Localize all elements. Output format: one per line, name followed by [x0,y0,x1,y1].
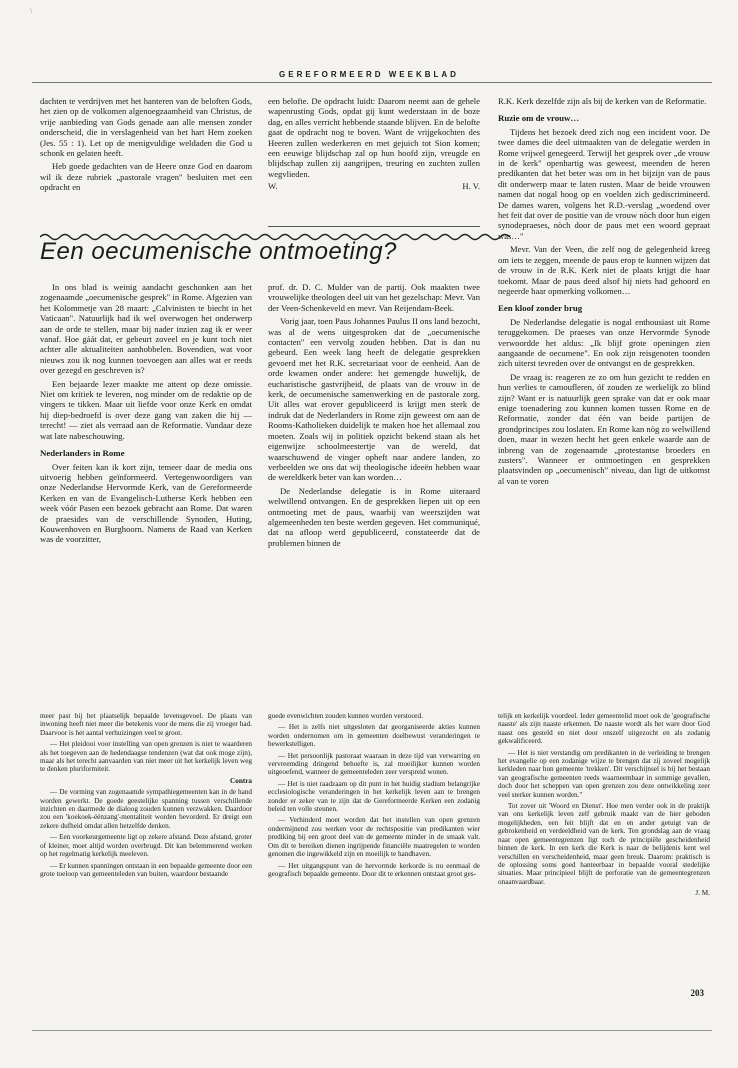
article-paragraph: In ons blad is weinig aandacht geschonken aan het zogenaamde „oecumenische gesprek" in Rome. Afgezien van het Kolommetje van 28 maart: „Calvinisten te biecht in het Vaticaan". Natuurlijk had ik wel overwogen het onderwerp aan de orde te stellen, maar bij nader inzien zag ik er weer vanaf. Hoe gáát dat, er gebeurt zoveel en je kunt toch niet achter alle aktualiteiten aanhobbelen. Bovendien, wat voor nieuws zou ik nog kunnen toevoegen aan alles wat er reeds over gezegd en geschreven is? [40,282,252,376]
bottom-paragraph: — Het is niet raadzaam op dit punt in het huidig stadium belangrijke ecclesiologische veranderingen in het kerkelijk leven aan te brengen zonder er zeker van te zijn dat de Gereformeerde Kerken een zodanig beleid ten volle steunen. [268,779,480,814]
top-article-paragraph: een belofte. De opdracht luidt: Daarom neemt aan de gehele wapenrusting Gods, opdat gij kunt wederstaan in de boze dag, en alles verricht hebbende staande blijven. En de belofte gaat de opdracht nog te boven. Want de vrijgekochten des Heeren zullen wederkeren en met gejuich tot Sion komen; een eeuwige blijdschap zal op hun hoofd zijn, vreugde en blijdschap zullen zij aangrijpen, treuring en zuchten zullen wegvlieden. [268,96,480,179]
top-article-col2 [268,96,480,226]
page-number: 203 [690,988,704,998]
article-col1 [40,282,252,708]
bottom-paragraph: — Verhinderd moet worden dat het instellen van open grenzen ondermijnend zou werken voor de rechtspositie van predikanten wier prediking bij een groot deel van de gemeente minder in de smaak valt. Om dit te bereiken dienen ingrijpende financiële maatregelen te worden genomen die ingewikkeld zijn en moeilijk te handhaven. [268,816,480,859]
article-paragraph: prof. dr. D. C. Mulder van de partij. Ook maakten twee vrouwelijke theologen deel uit van het gezelschap: Mevr. Van der Veen-Schenkeveld en mevr. Van Reijendam-Beek. [268,282,480,313]
bottom-paragraph: — Er kunnen spanningen ontstaan in een bepaalde gemeente door een grote toeloop van gemeenteleden van buiten, waardoor bestaande [40,861,252,878]
bottom-paragraph: — Het pleidooi voor instelling van open grenzen is niet te waarderen als het toegeven aan de hedendaagse tendenzen (wat dat ook moge zijn), maar als het terecht aanvaarden van niet meer uit het kerkelijk leven weg te denken pluriformiteit. [40,740,252,774]
top-article-end-rule [268,226,480,227]
running-title: GEREFORMEERD WEEKBLAD [279,70,459,79]
header-rule [32,82,712,83]
bottom-paragraph: — Het persoonlijk pastoraat waaraan in deze tijd van verwarring en vervreemding dringend behoefte is, zal moeilijker kunnen worden uitgeoefend, wanneer de gemeenteleden zeer verspreid wonen. [268,751,480,777]
bottom-col3 [498,712,710,982]
bottom-paragraph: — Een voorkeurgemeente ligt op zekere afstand. Deze afstand, groter of kleiner, moet altijd worden overbrugd. Dit kan belemmerend werken op het regelmatig kerkelijk meeleven. [40,833,252,859]
bottom-paragraph: meer past bij het plaatselijk bepaalde levensgevoel. De plaats van inwoning heeft niet meer die betekenis voor de mens die zij vroeger had. Daarvoor is het aantal verhuizingen veel te groot. [40,712,252,737]
article-headline: Een oecumenische ontmoeting? [40,238,397,265]
article-paragraph: Een bejaarde lezer maakte me attent op deze omissie. Niet om kritiek te leveren, nog minder om de redaktie op de vingers te tikken. Maar uit liefde voor onze Kerk en omdat hij diep-bedroefd is over deze gang van zaken die hij — terecht! — ziet als verraad aan de Reformatie. Vandaar deze wat late nabeschouwing. [40,378,252,441]
bottom-paragraph: Tot zover uit 'Woord en Dienst'. Hoe men verder ook in de praktijk van ons kerkelijk leven zelf gebruik maakt van de hier geboden mogelijkheden, een feit blijft dat en en ander getuigt van de gebrokenheid en verdeeldheid van de kerk. Ten grondslag aan de vraag naar open gemeentegrenzen ligt toch de principiële gescheidenheid binnen de kerk. In een kerk die Kerk is naar de belijdenis kent wel verschillen en verscheidenheid, maar geen breuk. Daarom: praktisch is de oplossing soms goed hanteerbaar in bepaalde vooral stedelijke situaties. Maar principieel blijft de perforatie van de gemeentegrenzen onaanvaardbaar. [498,802,710,886]
article-col3 [498,96,710,708]
article-paragraph: De Nederlandse delegatie is nogal enthousiast uit Rome teruggekomen. De praeses van onze Hervormde Synode verwoordde het aldus: „Ik blijf grote openingen zien aangaande de oecumene". En ook zijn reisgenoten toonden zich uiterst tevreden over de ontvangst en de gesprekken. [498,316,710,369]
bottom-signature: J. M. [695,889,710,898]
bottom-paragraph: — Het is niet verstandig om predikanten in de verleiding te brengen het evangelie op een zodanige wijze te brengen dat zij zoveel mogelijk kerkleden naar hun gemeente 'trekken'. Dit verschijnsel is bij het bestaan van geografische gemeenten reeds waarneembaar in sommige gevallen, doch door het scheppen van open grenzen zou deze ontwikkeling zeer veel sterker kunnen worden." [498,748,710,799]
article-col2 [268,282,480,708]
bottom-signature-row [498,889,710,897]
col3-intro: R.K. Kerk dezelfde zijn als bij de kerken van de Reformatie. [498,96,707,106]
bottom-paragraph: goede evenwichten zouden kunnen worden verstoord. [268,712,423,720]
signature-right: H. V. [462,181,480,192]
article-paragraph: Over feiten kan ik kort zijn, temeer daar de media ons uitvoerig hebben geïnformeerd. Vertegenwoordigers van onze Nederlandse Hervormde Kerk, van de Gereformeerde Kerken en van de Evangelisch-Lutherse Kerk hebben een week vóór Pasen een bezoek gebracht aan Rome. Dat waren de praesides van de verschillende Synoden, Huting, Kouwenhoven en Burghoorn. Namens de Raad van Kerken was de voorzitter, [40,461,252,545]
article-paragraph: De Nederlandse delegatie is in Rome uiteraard welwillend ontvangen. En de gesprekken liepen uit op een ontmoeting met de paus, waarbij van weerszijden wat algemeenheden ten beste werden gegeven. Het communiqué, dat na afloop werd gepubliceerd, constateerde dat de problemen binnen de [268,485,480,548]
subheading-ruzie: Ruzie om de vrouw… [498,113,580,124]
bottom-paragraph: — Het is zelfs niet uitgesloten dat georganiseerde akties kunnen worden ondernomen om in gemeenten doelbewust veranderingen te bewerkstelligen. [268,723,480,749]
article-paragraph: Tijdens het bezoek deed zich nog een incident voor. De twee dames die deel uitmaakten van de delegatie werden in Rome vrijwel genegeerd. Terwijl het gesprek over „de vrouw in de kerk" openhartig was geweest, meenden de heren predikanten dat het beter was om in het bijzijn van de paus dit onderwerp maar te laten rusten. Maar de beide vrouwen namen dat nogal hoog op en voelden zich gediscrimineerd. De dames waren, volgens het R.D.-verslag „woedend over het feit dat over de positie van de vrouw nòch door hun eigen synodepraeses, nòch door de paus met een woord gepraat was…" [498,126,710,241]
bottom-paragraph: — De vorming van zogenaamde sympathiegemeenten kan in de hand worden gewerkt. De goede geestelijke spanning tussen verschillende inzichten en daarmede de dialoog zouden kunnen verzwakken. Daardoor zou een 'koekoek-éénzang'-mentaliteit worden bevorderd. Er dreigt een zekere dufheid omdat allen hetzelfde denken. [40,788,252,830]
bottom-col2 [268,712,480,982]
subheading-nederlanders: Nederlanders in Rome [40,448,125,459]
corner-mark: \ [30,6,33,15]
bottom-rule [32,1030,712,1031]
top-article-paragraph: Heb goede gedachten van de Heere onze God en daarom wil ik deze rubriek „pastorale vragen" besluiten met een opdracht en [40,161,252,193]
top-article-signature [268,181,480,191]
article-paragraph: Vorig jaar, toen Paus Johannes Paulus II ons land bezocht, was al de wens uitgesproken dat de „oecumenische contacten" een vervolg zouden hebben. Dat is dan nu gebeurd. Een week lang heeft de delegatie gesprekken gevoerd met het R.K. secretariaat voor de eenheid. Aan de orde kwamen onder andere: het gemengde huwelijk, de eucharistische gastvrijheid, de plaats van de vrouw in de kerk, de oecumenische samenwerking en de pastorale zorg. Uit alles wat erover gepubliceerd is krijgt men sterk de indruk dat de Nederlanders in Rome zijn geweest om aan de Rooms-Katholieken duidelijk te maken hoe het allemaal zou moeten. Zoals wij in politiek opzicht bekend staan als het eigenwijze schoolmeestertje van de wereld, dat waarschuwend de vinger opheft naar andere landen, zo verbeelden we ons dat wij theologische ideeën hebben waar de wereldkerk beter van kan worden… [268,316,480,483]
signature-left: W. [268,181,278,192]
article-paragraph: Mevr. Van der Veen, die zelf nog de gelegenheid kreeg om iets te zeggen, meende de paus erop te kunnen wijzen dat de vrouw in de R.K. Kerk niet de plaats krijgt die haar toekomt. Maar de paus deed alsof hij niets had gehoord en negeerde haar opmerking volkomen… [498,244,710,296]
bottom-paragraph: — Het uitgangspunt van de hervormde kerkorde is nu eenmaal de geografisch bepaalde gemeente. Door dit te erkennen ontstaat groot ges- [268,861,480,878]
subheading-kloof: Een kloof zonder brug [498,303,583,314]
contra-heading: Contra [230,776,252,785]
top-article-paragraph: dachten te verdrijven met het hanteren van de beloften Gods, het zien op de volkomen algenoegzaamheid van Christus, de vrije aanbieding van Gods genade aan alle mensen zonder onderscheid, die in verslagenheid van het hart Hem zoeken (Jes. 55 : 1). Let op de menigvuldige weldaden die God u schonk en gelaten heeft. [40,96,252,159]
bottom-paragraph: telijk en kerkelijk voordeel. Ieder gemeentelid moet ook de 'geografische naaste' als zijn naaste erkennen. De naaste wordt als het ware door God naast ons gesteld en niet door onszelf uitgezocht en als zodanig gekwalificeerd. [498,712,710,746]
bottom-col1 [40,712,252,982]
article-paragraph: De vraag is: reageren ze zo om hun gezicht te redden en hun verlies te camoufleren, óf zouden ze werkelijk zo blind zijn? Want er is natuurlijk geen sprake van dat er ook maar enige toenadering zou kunnen komen tussen Rome en de Reformatie, zonder dat één van beide partijen de grondprincipes zou loslaten. En Rome kan nòg zo welwillend doen, maar in wezen hecht het geen enkele waarde aan de inbreng van de zogenaamde „protestantse broeders en zusters". Wanneer er ontmoetingen en gesprekken plaatsvinden op „oecumenisch" niveau, dan ligt de uitkomst al van te voren [498,371,710,486]
top-article-col1 [40,96,252,222]
